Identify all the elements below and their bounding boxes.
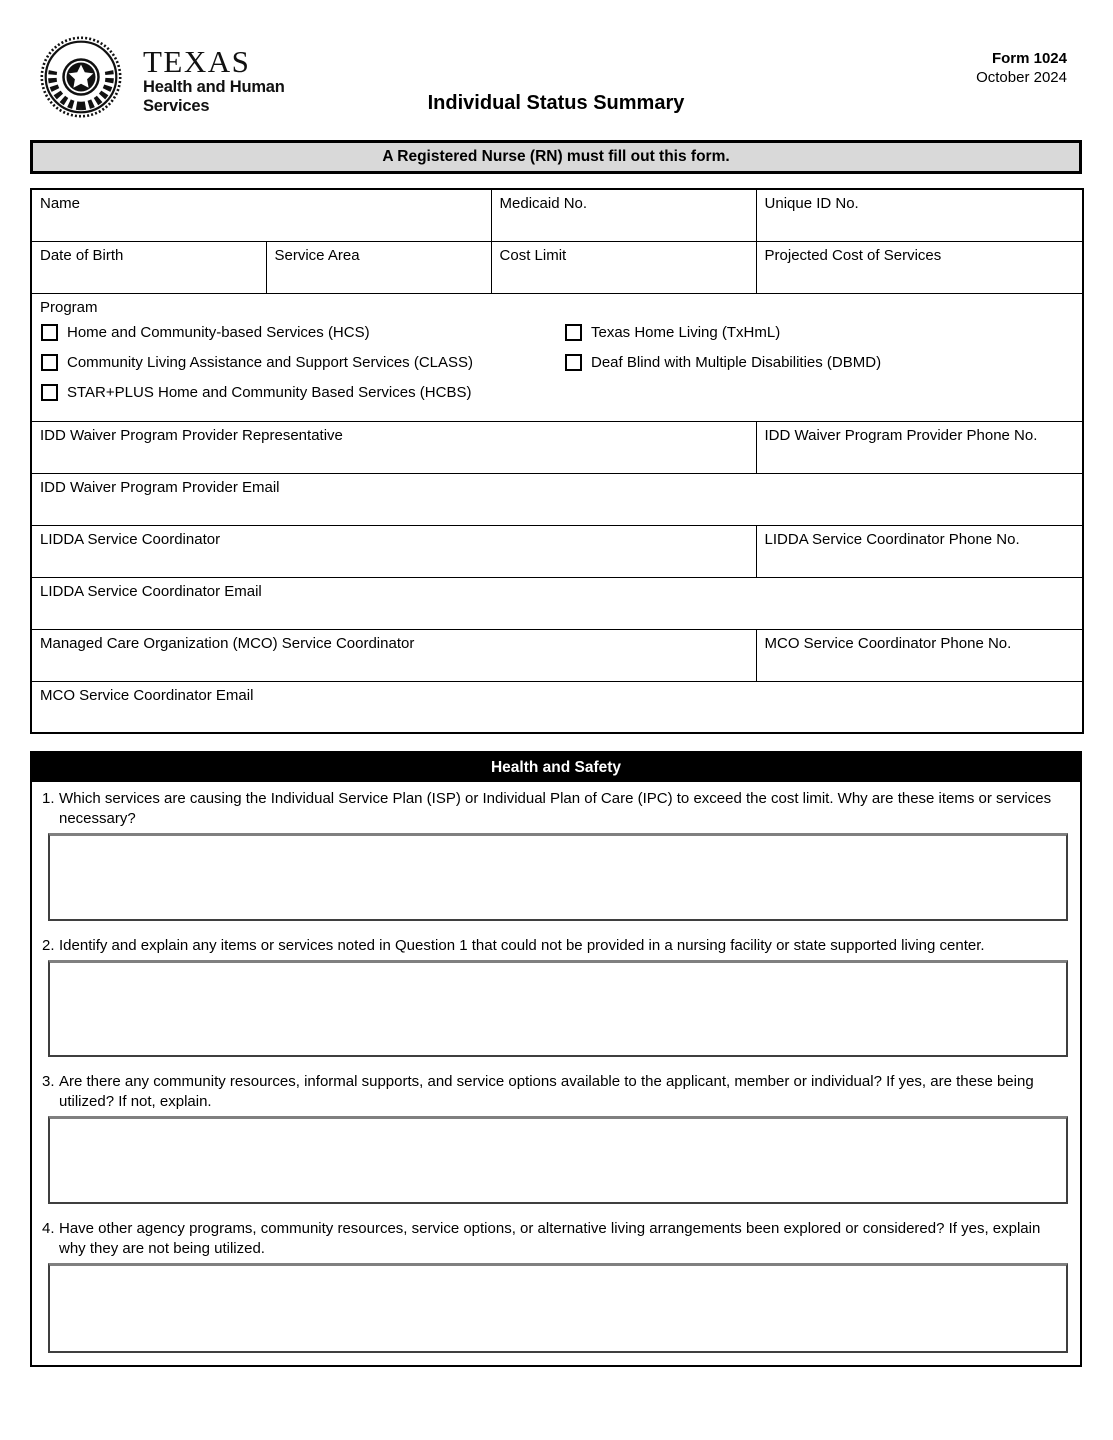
program-option-dbmd <box>565 354 1074 371</box>
question-4-answer-box[interactable] <box>48 1263 1068 1353</box>
program-label: Program <box>40 298 98 316</box>
checkbox-starplus-hcbs[interactable] <box>41 384 58 401</box>
idd-phone-label: IDD Waiver Program Provider Phone No. <box>764 426 1038 444</box>
agency-name: TEXAS <box>143 44 251 79</box>
mco-phone-label: MCO Service Coordinator Phone No. <box>764 634 1012 652</box>
idd-email-input[interactable] <box>40 496 1074 512</box>
service-area-input[interactable] <box>275 264 483 280</box>
question-1 <box>42 789 1070 921</box>
unique-id-input[interactable] <box>765 212 1075 228</box>
lidda-phone-label: LIDDA Service Coordinator Phone No. <box>764 530 1020 548</box>
projected-cost-label: Projected Cost of Services <box>764 246 942 264</box>
individual-info-table <box>30 188 1084 734</box>
lidda-phone-input[interactable] <box>765 548 1075 564</box>
lidda-sc-input[interactable] <box>40 548 748 564</box>
checkbox-class-label: Community Living Assistance and Support Services (CLASS) <box>67 353 474 371</box>
checkbox-dbmd[interactable] <box>565 354 582 371</box>
health-safety-body <box>32 782 1080 1365</box>
mco-sc-input[interactable] <box>40 652 748 668</box>
unique-id-label: Unique ID No. <box>764 195 859 212</box>
idd-rep-input[interactable] <box>40 444 748 460</box>
lidda-email-input[interactable] <box>40 600 1074 616</box>
mco-phone-input[interactable] <box>765 652 1075 668</box>
name-input[interactable] <box>40 212 483 228</box>
projected-cost-cell <box>756 241 1083 293</box>
idd-rep-cell <box>31 421 756 473</box>
lidda-sc-label: LIDDA Service Coordinator <box>40 530 221 548</box>
idd-email-label: IDD Waiver Program Provider Email <box>40 478 280 496</box>
idd-rep-label: IDD Waiver Program Provider Representative <box>40 426 343 444</box>
lidda-email-label: LIDDA Service Coordinator Email <box>40 582 262 600</box>
question-1-text: Which services are causing the Individual Service Plan (ISP) or Individual Plan of Care (IPC) to exceed the cost limit. Why are these items or services necessary? <box>59 790 1052 827</box>
checkbox-hcs[interactable] <box>41 324 58 341</box>
health-safety-header: Health and Safety <box>32 753 1080 782</box>
program-option-class <box>41 354 565 371</box>
medicaid-input[interactable] <box>500 212 748 228</box>
medicaid-label: Medicaid No. <box>499 195 588 212</box>
question-3-number: 3. <box>42 1073 55 1090</box>
agency-subtitle-line1: Health and Human <box>143 78 285 96</box>
service-area-cell <box>266 241 491 293</box>
question-3-answer-box[interactable] <box>48 1116 1068 1204</box>
page-title: Individual Status Summary <box>427 92 685 114</box>
cost-limit-cell <box>491 241 756 293</box>
agency-subtitle-line2: Services <box>143 96 210 115</box>
question-2-number: 2. <box>42 937 55 954</box>
question-4 <box>42 1219 1070 1353</box>
checkbox-class[interactable] <box>41 354 58 371</box>
idd-phone-input[interactable] <box>765 444 1075 460</box>
mco-email-label: MCO Service Coordinator Email <box>40 686 254 704</box>
checkbox-starplus-hcbs-label: STAR+PLUS Home and Community Based Services (HCBS) <box>67 383 472 401</box>
rn-instruction-banner: A Registered Nurse (RN) must fill out this form. <box>30 140 1082 174</box>
mco-email-cell <box>31 681 1083 733</box>
question-4-number: 4. <box>42 1220 55 1237</box>
program-option-txhml <box>565 324 1074 341</box>
program-cell <box>31 293 1083 421</box>
name-label: Name <box>40 195 81 212</box>
mco-phone-cell <box>756 629 1083 681</box>
question-2-answer-box[interactable] <box>48 960 1068 1057</box>
question-3 <box>42 1072 1070 1204</box>
dob-input[interactable] <box>40 264 258 280</box>
cost-limit-input[interactable] <box>500 264 748 280</box>
unique-id-cell <box>756 189 1083 241</box>
checkbox-hcs-label: Home and Community-based Services (HCS) <box>67 323 370 341</box>
form-number: Form 1024 <box>991 50 1067 67</box>
question-1-number: 1. <box>42 790 55 807</box>
checkbox-txhml[interactable] <box>565 324 582 341</box>
service-area-label: Service Area <box>274 246 360 264</box>
cost-limit-label: Cost Limit <box>499 246 567 264</box>
checkbox-txhml-label: Texas Home Living (TxHmL) <box>591 323 781 341</box>
form-date: October 2024 <box>976 69 1067 86</box>
question-4-text: Have other agency programs, community resources, service options, or alternative living arrangements been explored or considered? If yes, explain why they are not being utilized. <box>59 1220 1041 1257</box>
question-2 <box>42 936 1070 1057</box>
medicaid-cell <box>491 189 756 241</box>
lidda-email-cell <box>31 577 1083 629</box>
lidda-sc-cell <box>31 525 756 577</box>
form-header <box>30 0 1082 140</box>
program-option-starplus-hcbs <box>41 384 565 401</box>
checkbox-dbmd-label: Deaf Blind with Multiple Disabilities (DBMD) <box>591 353 882 371</box>
idd-email-cell <box>31 473 1083 525</box>
question-1-answer-box[interactable] <box>48 833 1068 921</box>
idd-phone-cell <box>756 421 1083 473</box>
mco-sc-cell <box>31 629 756 681</box>
mco-sc-label: Managed Care Organization (MCO) Service Coordinator <box>40 634 415 652</box>
form-info <box>976 49 1067 87</box>
projected-cost-input[interactable] <box>765 264 1075 280</box>
mco-email-input[interactable] <box>40 704 1074 720</box>
name-cell <box>31 189 491 241</box>
lidda-phone-cell <box>756 525 1083 577</box>
question-3-text: Are there any community resources, informal supports, and service options available to the applicant, member or individual? If yes, are these being utilized? If not, explain. <box>59 1073 1034 1110</box>
program-option-hcs <box>41 324 565 341</box>
question-2-text: Identify and explain any items or services noted in Question 1 that could not be provided in a nursing facility or state supported living center. <box>59 937 985 954</box>
program-options <box>41 324 1074 401</box>
dob-label: Date of Birth <box>40 246 124 264</box>
dob-cell <box>31 241 266 293</box>
health-safety-section <box>30 751 1082 1367</box>
